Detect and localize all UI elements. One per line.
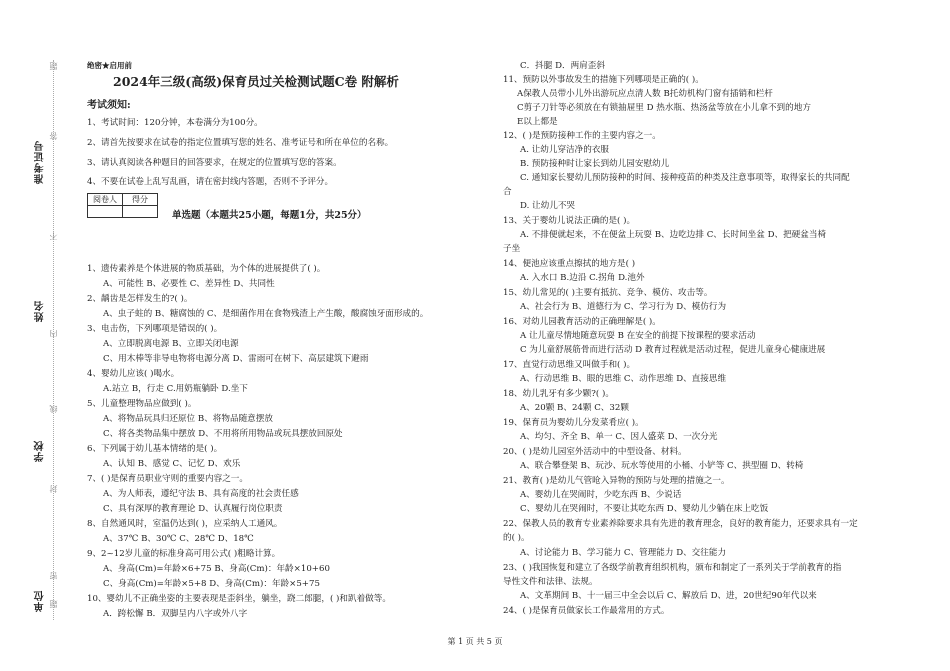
answer-options: D. 让幼儿不哭 bbox=[520, 201, 576, 211]
question-line: 18、幼儿乳牙有多少颗?( )。 bbox=[503, 389, 614, 399]
answer-options: A．跨松懈 B．双脚呈内八字或外八字 bbox=[103, 609, 248, 619]
answer-options: A、婴幼儿在哭闹时，少吃东西 B、少说话 bbox=[520, 490, 682, 500]
question-line: 11、预防以外事故发生的措施下列哪项是正确的( )。 bbox=[503, 75, 704, 85]
question-line: 导性文件和法律、法规。 bbox=[503, 577, 598, 587]
seal-char: 内 bbox=[49, 330, 58, 338]
question-line: 13、关于婴幼儿说法正确的是( )。 bbox=[503, 216, 636, 226]
answer-options: A、可能性 B、必要性 C、差异性 D、共同性 bbox=[103, 279, 275, 289]
question-line: 12、( )是预防接种工作的主要内容之一。 bbox=[503, 131, 661, 141]
answer-options: A、联合攀登架 B、玩沙、玩水等使用的小桶、小铲等 C、拱型圈 D、转椅 bbox=[520, 461, 804, 471]
question-line: 8、自然通风时，室温仍达到( )，应采纳人工通风。 bbox=[87, 519, 283, 529]
question-line: 3、电击伤，下列哪项是错误的( )。 bbox=[87, 324, 223, 334]
question-line: 9、2~12岁儿童的标准身高可用公式( )粗略计算。 bbox=[87, 549, 281, 559]
answer-options: A、认知 B、感觉 C、记忆 D、欢乐 bbox=[103, 459, 241, 469]
answer-options: C、身高(Cm)=年龄×5+8 D、身高(Cm)：年龄×5+75 bbox=[103, 579, 320, 589]
question-line: 21、教育( )是幼儿气管呛入异物的预防与处理的措施之一。 bbox=[503, 476, 730, 486]
answer-options: A、行动思维 B、眼的思维 C、动作思维 D、直接思维 bbox=[520, 374, 727, 384]
question-line: 7、( )是保育员职业守则的重要内容之一。 bbox=[87, 474, 248, 484]
reviewer-blank bbox=[88, 206, 123, 218]
answer-options: B. 预防接种时让家长到幼儿园安慰幼儿 bbox=[520, 159, 670, 169]
question-line: 20、( )是幼儿园室外活动中的中型设备、材料。 bbox=[503, 447, 687, 457]
answer-options: A、身高(Cm)=年龄×6+75 B、身高(Cm)：年龄×10+60 bbox=[103, 564, 330, 574]
notice-item: 2、请首先按要求在试卷的指定位置填写您的姓名、准考证号和所在单位的名称。 bbox=[87, 138, 394, 148]
answer-options: C、用木棒等非导电物将电源分离 D、雷雨可在树下、高层建筑下避雨 bbox=[103, 354, 369, 364]
answer-options: A、立即脱离电源 B、立即关闭电源 bbox=[103, 339, 239, 349]
notice-item: 3、请认真阅读各种题目的回答要求，在规定的位置填写您的答案。 bbox=[87, 158, 342, 168]
question-line: 的( )。 bbox=[503, 533, 530, 543]
reviewer-cell: 阅卷人 bbox=[88, 194, 123, 206]
question-line: 6、下列属于幼儿基本情绪的是( )。 bbox=[87, 444, 223, 454]
question-line: 14、便池应该重点擦拭的地方是( ) bbox=[503, 259, 636, 269]
section-title: 单选题（本题共25小题，每题1分，共25分） bbox=[172, 210, 367, 221]
seal-char: 题 bbox=[49, 62, 58, 70]
seal-char: 题 bbox=[49, 600, 58, 608]
question-line: 17、直觉行动思维又叫做手和( )。 bbox=[503, 360, 636, 370]
seal-char: 答 bbox=[49, 132, 58, 140]
answer-options: A. 入水口 B.边沿 C.拐角 D.池外 bbox=[520, 273, 645, 283]
question-line: 1、遗传素养是个体进展的物质基础，为个体的进展提供了( )。 bbox=[87, 264, 326, 274]
score-blank bbox=[123, 206, 158, 218]
school-label: 学校 bbox=[35, 440, 46, 462]
answer-options: A、社会行为 B、道德行为 C、学习行为 D、模仿行为 bbox=[520, 302, 727, 312]
answer-options: C、具有深厚的教育理论 D、认真履行岗位职责 bbox=[103, 504, 283, 514]
seal-char: 线 bbox=[49, 405, 58, 413]
exam-id-label: 准考证号 bbox=[35, 140, 46, 184]
answer-options: C. 通知家长婴幼儿预防接种的时间、接种疫苗的种类及注意事项等，取得家长的共同配 bbox=[520, 173, 850, 183]
question-line: 22、保教人员的教育专业素养除要求具有先进的教育理念，良好的教育能力，还要求具有一定 bbox=[503, 519, 858, 529]
exam-title: 2024年三级(高级)保育员过关检测试题C卷 附解析 bbox=[113, 74, 399, 89]
answer-options: A. 不排便就起来，不在便盆上玩耍 B、边吃边排 C、长时间坐盆 D、把硬盆当椅 bbox=[520, 230, 827, 240]
question-line: 24、( )是保育员做家长工作最常用的方式。 bbox=[503, 606, 670, 616]
unit-label: 单位 bbox=[35, 590, 46, 612]
answer-options: A.站立 B，行走 C.用奶瓶躺卧 D.坐下 bbox=[103, 384, 248, 394]
answer-options: A、文革期间 B、十一届三中全会以后 C、解放后 D、进，20世纪90年代以来 bbox=[520, 591, 817, 601]
notice-item: 1、考试时间：120分钟，本卷满分为100分。 bbox=[87, 118, 263, 128]
question-line: 23、( )我国恢复和建立了各级学前教育组织机构，颁布和制定了一系列关于学前教育的指 bbox=[503, 563, 842, 573]
score-table bbox=[87, 193, 158, 218]
answer-options: A、均匀、齐全 B、单一 C、因人盛菜 D、一次分光 bbox=[520, 432, 718, 442]
question-line: 4、婴幼儿应该( )喝水。 bbox=[87, 369, 180, 379]
answer-options: E以上都是 bbox=[517, 117, 558, 127]
notice-item: 4、不要在试卷上乱写乱画，请在密封线内答题，否则不予评分。 bbox=[87, 177, 334, 187]
question-line: 2、龋齿是怎样发生的?( )。 bbox=[87, 294, 193, 304]
seal-char: 密 bbox=[49, 572, 58, 580]
question-line: 19、保育员为婴幼儿分发菜肴应( )。 bbox=[503, 418, 644, 428]
answer-options: A、讨论能力 B、学习能力 C、管理能力 D、交往能力 bbox=[520, 548, 727, 558]
answer-options: A保教人员带小儿外出游玩应点清人数 B托幼机构门窗有插销和栏杆 bbox=[517, 89, 773, 99]
answer-options: A. 让幼儿穿洁净的衣服 bbox=[520, 145, 610, 155]
question-line: 10、婴幼儿不正确坐姿的主要表现是歪斜坐，躺坐，跷二郎腿，( )和趴着做等。 bbox=[87, 594, 391, 604]
answer-options: C．抖腿 D．两肩歪斜 bbox=[520, 61, 605, 71]
seal-char: 封 bbox=[49, 485, 58, 493]
page-footer: 第 1 页 共 5 页 bbox=[447, 637, 503, 646]
question-line: 16、对幼儿园教育活动的正确理解是( )。 bbox=[503, 317, 661, 327]
seal-char: 不 bbox=[49, 232, 58, 240]
notice-title: 考试须知: bbox=[87, 100, 131, 111]
name-label: 姓名 bbox=[35, 300, 46, 322]
answer-options: A、将物品玩具归还原位 B、将物品随意摆放 bbox=[103, 414, 273, 424]
answer-options: A、20颗 B、24颗 C、32颗 bbox=[520, 403, 629, 413]
answer-options: 子坐 bbox=[503, 244, 521, 254]
binding-margin bbox=[0, 0, 70, 671]
answer-options: C剪子刀针等必须放在有锁抽屉里 D 热水瓶、热汤盆等放在小儿拿不到的地方 bbox=[517, 103, 811, 113]
answer-options: C、将各类物品集中摆放 D、不用将所用物品或玩具摆放回原处 bbox=[103, 429, 343, 439]
answer-options: A 让儿童尽情地随意玩耍 B 在安全的前提下按课程的要求活动 bbox=[520, 331, 756, 341]
answer-options: A、虫子蛀的 B、糖腐蚀的 C、是细菌作用在食物残渣上产生酸，酸腐蚀牙面形成的。 bbox=[103, 309, 429, 319]
answer-options: C、婴幼儿在哭闹时，不要让其吃东西 D、婴幼儿少躺在床上吃饭 bbox=[520, 504, 769, 514]
question-line: 15、幼儿常见的( )主要有抵抗、竞争、模仿、攻击等。 bbox=[503, 288, 713, 298]
score-cell: 得分 bbox=[123, 194, 158, 206]
question-line: 5、儿童整理物品应做到( )。 bbox=[87, 399, 197, 409]
answer-options: 合 bbox=[503, 187, 512, 197]
seal-line bbox=[53, 60, 54, 620]
answer-options: A、为人师表，遵纪守法 B、具有高度的社会责任感 bbox=[103, 489, 299, 499]
answer-options: C 为儿童舒展筋骨而进行活动 D 教育过程就是活动过程，促进儿童身心健康进展 bbox=[520, 345, 826, 355]
secret-label: 绝密★启用前 bbox=[87, 61, 132, 70]
answer-options: A、37℃ B、30℃ C、28℃ D、18℃ bbox=[103, 534, 254, 544]
